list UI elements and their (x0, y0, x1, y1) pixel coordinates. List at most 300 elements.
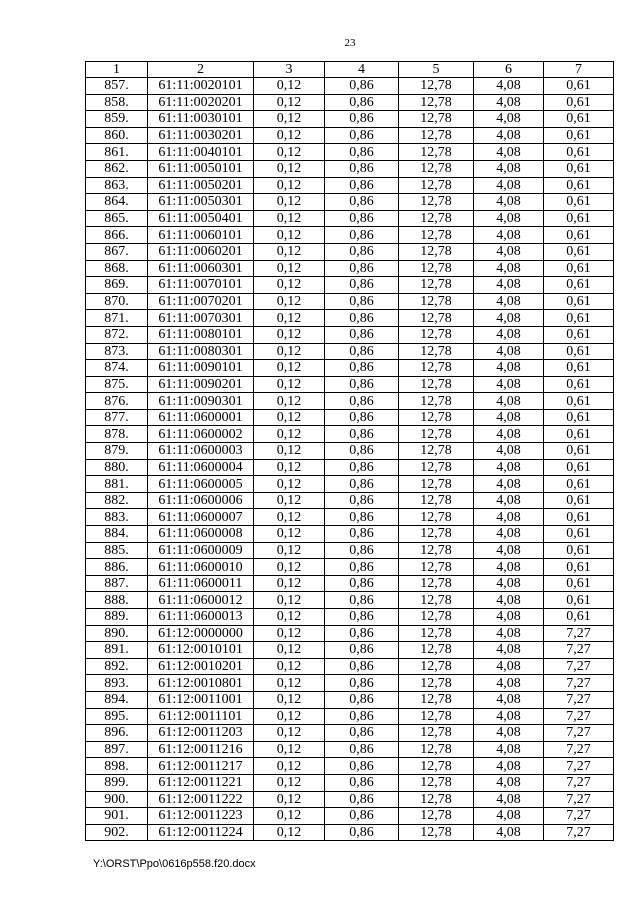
col6-cell: 4,08 (474, 376, 544, 393)
col7-cell: 0,61 (544, 343, 614, 360)
table-row (86, 243, 614, 260)
data-table (85, 61, 614, 841)
col7-cell: 0,61 (544, 526, 614, 543)
cadastral-code-cell: 61:12:0011224 (148, 824, 254, 841)
cadastral-code-cell: 61:11:0060201 (148, 243, 254, 260)
cadastral-code-cell: 61:11:0600009 (148, 542, 254, 559)
col4-cell: 0,86 (325, 343, 399, 360)
col4-cell: 0,86 (325, 808, 399, 825)
col5-cell: 12,78 (399, 592, 474, 609)
cadastral-code-cell: 61:11:0600011 (148, 575, 254, 592)
table-row (86, 409, 614, 426)
col7-cell: 0,61 (544, 111, 614, 128)
col6-cell: 4,08 (474, 94, 544, 111)
col3-cell: 0,12 (254, 127, 325, 144)
cadastral-code-cell: 61:11:0600008 (148, 526, 254, 543)
table-row (86, 111, 614, 128)
col7-cell: 0,61 (544, 194, 614, 211)
col4-cell: 0,86 (325, 625, 399, 642)
col3-cell: 0,12 (254, 575, 325, 592)
table-row (86, 526, 614, 543)
col4-cell: 0,86 (325, 111, 399, 128)
col4-cell: 0,86 (325, 509, 399, 526)
column-header: 7 (544, 62, 614, 78)
row-number-cell: 865. (86, 210, 148, 227)
col3-cell: 0,12 (254, 310, 325, 327)
cadastral-code-cell: 61:11:0050101 (148, 160, 254, 177)
col5-cell: 12,78 (399, 509, 474, 526)
col4-cell: 0,86 (325, 725, 399, 742)
row-number-cell: 866. (86, 227, 148, 244)
col4-cell: 0,86 (325, 360, 399, 377)
col3-cell: 0,12 (254, 509, 325, 526)
col5-cell: 12,78 (399, 277, 474, 294)
col3-cell: 0,12 (254, 791, 325, 808)
col6-cell: 4,08 (474, 160, 544, 177)
row-number-cell: 874. (86, 360, 148, 377)
col7-cell: 0,61 (544, 459, 614, 476)
col3-cell: 0,12 (254, 559, 325, 576)
col7-cell: 0,61 (544, 94, 614, 111)
col5-cell: 12,78 (399, 177, 474, 194)
column-header: 4 (325, 62, 399, 78)
col6-cell: 4,08 (474, 609, 544, 626)
col6-cell: 4,08 (474, 708, 544, 725)
row-number-cell: 893. (86, 675, 148, 692)
table-body (86, 78, 614, 841)
col3-cell: 0,12 (254, 227, 325, 244)
col4-cell: 0,86 (325, 492, 399, 509)
cadastral-code-cell: 61:12:0011101 (148, 708, 254, 725)
col6-cell: 4,08 (474, 725, 544, 742)
cadastral-code-cell: 61:12:0011216 (148, 741, 254, 758)
col6-cell: 4,08 (474, 691, 544, 708)
cadastral-code-cell: 61:11:0600006 (148, 492, 254, 509)
col7-cell: 7,27 (544, 691, 614, 708)
row-number-cell: 868. (86, 260, 148, 277)
col3-cell: 0,12 (254, 476, 325, 493)
col6-cell: 4,08 (474, 127, 544, 144)
col3-cell: 0,12 (254, 708, 325, 725)
cadastral-code-cell: 61:11:0600004 (148, 459, 254, 476)
col3-cell: 0,12 (254, 526, 325, 543)
col7-cell: 0,61 (544, 243, 614, 260)
cadastral-code-cell: 61:11:0090101 (148, 360, 254, 377)
col4-cell: 0,86 (325, 708, 399, 725)
col7-cell: 0,61 (544, 509, 614, 526)
row-number-cell: 857. (86, 78, 148, 95)
table-row (86, 725, 614, 742)
table-row (86, 393, 614, 410)
col3-cell: 0,12 (254, 675, 325, 692)
col3-cell: 0,12 (254, 94, 325, 111)
col3-cell: 0,12 (254, 160, 325, 177)
col4-cell: 0,86 (325, 409, 399, 426)
cadastral-code-cell: 61:11:0600013 (148, 609, 254, 626)
row-number-cell: 885. (86, 542, 148, 559)
col7-cell: 0,61 (544, 476, 614, 493)
table-row (86, 542, 614, 559)
col6-cell: 4,08 (474, 210, 544, 227)
table-row (86, 492, 614, 509)
col4-cell: 0,86 (325, 227, 399, 244)
col7-cell: 0,61 (544, 360, 614, 377)
col7-cell: 7,27 (544, 758, 614, 775)
table-row (86, 691, 614, 708)
col4-cell: 0,86 (325, 293, 399, 310)
col3-cell: 0,12 (254, 293, 325, 310)
col6-cell: 4,08 (474, 293, 544, 310)
cadastral-code-cell: 61:12:0011217 (148, 758, 254, 775)
col6-cell: 4,08 (474, 741, 544, 758)
cadastral-code-cell: 61:11:0030101 (148, 111, 254, 128)
col5-cell: 12,78 (399, 492, 474, 509)
col5-cell: 12,78 (399, 526, 474, 543)
col3-cell: 0,12 (254, 542, 325, 559)
column-header: 3 (254, 62, 325, 78)
cadastral-code-cell: 61:12:0011223 (148, 808, 254, 825)
col7-cell: 0,61 (544, 326, 614, 343)
col3-cell: 0,12 (254, 210, 325, 227)
col5-cell: 12,78 (399, 476, 474, 493)
col5-cell: 12,78 (399, 426, 474, 443)
table-header-row (86, 62, 614, 78)
col3-cell: 0,12 (254, 376, 325, 393)
col6-cell: 4,08 (474, 492, 544, 509)
col3-cell: 0,12 (254, 277, 325, 294)
col5-cell: 12,78 (399, 808, 474, 825)
row-number-cell: 901. (86, 808, 148, 825)
cadastral-code-cell: 61:11:0600001 (148, 409, 254, 426)
col6-cell: 4,08 (474, 791, 544, 808)
col7-cell: 0,61 (544, 443, 614, 460)
table-row (86, 210, 614, 227)
col6-cell: 4,08 (474, 310, 544, 327)
col5-cell: 12,78 (399, 409, 474, 426)
col5-cell: 12,78 (399, 609, 474, 626)
col6-cell: 4,08 (474, 476, 544, 493)
col4-cell: 0,86 (325, 658, 399, 675)
table-row (86, 575, 614, 592)
col5-cell: 12,78 (399, 625, 474, 642)
col4-cell: 0,86 (325, 758, 399, 775)
col5-cell: 12,78 (399, 160, 474, 177)
row-number-cell: 863. (86, 177, 148, 194)
row-number-cell: 861. (86, 144, 148, 161)
col7-cell: 7,27 (544, 774, 614, 791)
column-header: 5 (399, 62, 474, 78)
col4-cell: 0,86 (325, 824, 399, 841)
col6-cell: 4,08 (474, 592, 544, 609)
col4-cell: 0,86 (325, 393, 399, 410)
col5-cell: 12,78 (399, 94, 474, 111)
col7-cell: 0,61 (544, 609, 614, 626)
col5-cell: 12,78 (399, 725, 474, 742)
col7-cell: 0,61 (544, 409, 614, 426)
col5-cell: 12,78 (399, 741, 474, 758)
table-row (86, 293, 614, 310)
col3-cell: 0,12 (254, 360, 325, 377)
col7-cell: 0,61 (544, 393, 614, 410)
col3-cell: 0,12 (254, 78, 325, 95)
col6-cell: 4,08 (474, 277, 544, 294)
col5-cell: 12,78 (399, 774, 474, 791)
cadastral-code-cell: 61:11:0080301 (148, 343, 254, 360)
col4-cell: 0,86 (325, 542, 399, 559)
col6-cell: 4,08 (474, 509, 544, 526)
row-number-cell: 895. (86, 708, 148, 725)
col6-cell: 4,08 (474, 824, 544, 841)
row-number-cell: 859. (86, 111, 148, 128)
col3-cell: 0,12 (254, 343, 325, 360)
col4-cell: 0,86 (325, 575, 399, 592)
cadastral-code-cell: 61:11:0060301 (148, 260, 254, 277)
col7-cell: 0,61 (544, 277, 614, 294)
col3-cell: 0,12 (254, 658, 325, 675)
col7-cell: 7,27 (544, 675, 614, 692)
table-row (86, 625, 614, 642)
col5-cell: 12,78 (399, 227, 474, 244)
col4-cell: 0,86 (325, 177, 399, 194)
table-row (86, 559, 614, 576)
col4-cell: 0,86 (325, 642, 399, 659)
col5-cell: 12,78 (399, 791, 474, 808)
row-number-cell: 877. (86, 409, 148, 426)
col6-cell: 4,08 (474, 343, 544, 360)
col6-cell: 4,08 (474, 78, 544, 95)
col3-cell: 0,12 (254, 691, 325, 708)
col5-cell: 12,78 (399, 642, 474, 659)
row-number-cell: 896. (86, 725, 148, 742)
col5-cell: 12,78 (399, 559, 474, 576)
col3-cell: 0,12 (254, 426, 325, 443)
col7-cell: 0,61 (544, 210, 614, 227)
col3-cell: 0,12 (254, 260, 325, 277)
row-number-cell: 900. (86, 791, 148, 808)
table-row (86, 360, 614, 377)
row-number-cell: 873. (86, 343, 148, 360)
col7-cell: 7,27 (544, 791, 614, 808)
cadastral-code-cell: 61:12:0011221 (148, 774, 254, 791)
table-row (86, 326, 614, 343)
col5-cell: 12,78 (399, 459, 474, 476)
col5-cell: 12,78 (399, 326, 474, 343)
col4-cell: 0,86 (325, 675, 399, 692)
table-row (86, 791, 614, 808)
cadastral-code-cell: 61:11:0040101 (148, 144, 254, 161)
col4-cell: 0,86 (325, 426, 399, 443)
col5-cell: 12,78 (399, 144, 474, 161)
cadastral-code-cell: 61:11:0020201 (148, 94, 254, 111)
col5-cell: 12,78 (399, 310, 474, 327)
col3-cell: 0,12 (254, 642, 325, 659)
col5-cell: 12,78 (399, 210, 474, 227)
col7-cell: 0,61 (544, 127, 614, 144)
table-row (86, 758, 614, 775)
row-number-cell: 889. (86, 609, 148, 626)
col5-cell: 12,78 (399, 393, 474, 410)
cadastral-code-cell: 61:11:0020101 (148, 78, 254, 95)
col3-cell: 0,12 (254, 758, 325, 775)
col6-cell: 4,08 (474, 409, 544, 426)
col3-cell: 0,12 (254, 177, 325, 194)
row-number-cell: 869. (86, 277, 148, 294)
col4-cell: 0,86 (325, 260, 399, 277)
col5-cell: 12,78 (399, 824, 474, 841)
col6-cell: 4,08 (474, 260, 544, 277)
col6-cell: 4,08 (474, 758, 544, 775)
col5-cell: 12,78 (399, 675, 474, 692)
table-row (86, 78, 614, 95)
col4-cell: 0,86 (325, 741, 399, 758)
col7-cell: 0,61 (544, 160, 614, 177)
cadastral-code-cell: 61:11:0600002 (148, 426, 254, 443)
col5-cell: 12,78 (399, 575, 474, 592)
col5-cell: 12,78 (399, 293, 474, 310)
table-row (86, 476, 614, 493)
col5-cell: 12,78 (399, 376, 474, 393)
col3-cell: 0,12 (254, 393, 325, 410)
col6-cell: 4,08 (474, 774, 544, 791)
column-header: 1 (86, 62, 148, 78)
row-number-cell: 890. (86, 625, 148, 642)
cadastral-code-cell: 61:11:0600005 (148, 476, 254, 493)
col3-cell: 0,12 (254, 824, 325, 841)
table-row (86, 127, 614, 144)
col6-cell: 4,08 (474, 443, 544, 460)
col7-cell: 0,61 (544, 293, 614, 310)
cadastral-code-cell: 61:11:0600007 (148, 509, 254, 526)
col6-cell: 4,08 (474, 111, 544, 128)
col4-cell: 0,86 (325, 78, 399, 95)
col7-cell: 0,61 (544, 542, 614, 559)
row-number-cell: 880. (86, 459, 148, 476)
col5-cell: 12,78 (399, 260, 474, 277)
table-row (86, 708, 614, 725)
table-row (86, 260, 614, 277)
col4-cell: 0,86 (325, 326, 399, 343)
col4-cell: 0,86 (325, 144, 399, 161)
table-row (86, 277, 614, 294)
row-number-cell: 862. (86, 160, 148, 177)
col7-cell: 0,61 (544, 559, 614, 576)
cadastral-code-cell: 61:12:0011222 (148, 791, 254, 808)
col4-cell: 0,86 (325, 559, 399, 576)
col3-cell: 0,12 (254, 625, 325, 642)
table-row (86, 343, 614, 360)
col4-cell: 0,86 (325, 609, 399, 626)
col6-cell: 4,08 (474, 625, 544, 642)
col7-cell: 0,61 (544, 260, 614, 277)
table-row (86, 774, 614, 791)
table-row (86, 227, 614, 244)
table-row (86, 824, 614, 841)
cadastral-code-cell: 61:12:0011001 (148, 691, 254, 708)
table-row (86, 459, 614, 476)
col4-cell: 0,86 (325, 459, 399, 476)
col5-cell: 12,78 (399, 658, 474, 675)
cadastral-code-cell: 61:12:0010201 (148, 658, 254, 675)
row-number-cell: 867. (86, 243, 148, 260)
table-row (86, 609, 614, 626)
col7-cell: 0,61 (544, 426, 614, 443)
table-row (86, 675, 614, 692)
col4-cell: 0,86 (325, 160, 399, 177)
cadastral-code-cell: 61:11:0050401 (148, 210, 254, 227)
col4-cell: 0,86 (325, 443, 399, 460)
row-number-cell: 860. (86, 127, 148, 144)
col3-cell: 0,12 (254, 443, 325, 460)
cadastral-code-cell: 61:11:0070201 (148, 293, 254, 310)
col3-cell: 0,12 (254, 741, 325, 758)
col7-cell: 7,27 (544, 625, 614, 642)
col5-cell: 12,78 (399, 691, 474, 708)
col3-cell: 0,12 (254, 409, 325, 426)
col7-cell: 0,61 (544, 177, 614, 194)
row-number-cell: 878. (86, 426, 148, 443)
col3-cell: 0,12 (254, 725, 325, 742)
col7-cell: 0,61 (544, 310, 614, 327)
table-row (86, 310, 614, 327)
col7-cell: 7,27 (544, 642, 614, 659)
cadastral-code-cell: 61:12:0011203 (148, 725, 254, 742)
row-number-cell: 902. (86, 824, 148, 841)
col4-cell: 0,86 (325, 194, 399, 211)
table-row (86, 160, 614, 177)
col6-cell: 4,08 (474, 526, 544, 543)
col7-cell: 7,27 (544, 808, 614, 825)
col6-cell: 4,08 (474, 326, 544, 343)
table-row (86, 808, 614, 825)
table-row (86, 642, 614, 659)
col4-cell: 0,86 (325, 526, 399, 543)
col6-cell: 4,08 (474, 243, 544, 260)
col6-cell: 4,08 (474, 542, 544, 559)
col7-cell: 0,61 (544, 492, 614, 509)
cadastral-code-cell: 61:11:0060101 (148, 227, 254, 244)
cadastral-code-cell: 61:11:0030201 (148, 127, 254, 144)
table-row (86, 94, 614, 111)
table-row (86, 376, 614, 393)
col4-cell: 0,86 (325, 94, 399, 111)
col6-cell: 4,08 (474, 658, 544, 675)
col3-cell: 0,12 (254, 592, 325, 609)
col7-cell: 7,27 (544, 725, 614, 742)
col6-cell: 4,08 (474, 808, 544, 825)
col7-cell: 0,61 (544, 144, 614, 161)
col3-cell: 0,12 (254, 111, 325, 128)
col6-cell: 4,08 (474, 177, 544, 194)
col7-cell: 0,61 (544, 376, 614, 393)
col3-cell: 0,12 (254, 459, 325, 476)
cadastral-code-cell: 61:11:0070101 (148, 277, 254, 294)
col4-cell: 0,86 (325, 376, 399, 393)
row-number-cell: 875. (86, 376, 148, 393)
col3-cell: 0,12 (254, 243, 325, 260)
row-number-cell: 864. (86, 194, 148, 211)
row-number-cell: 883. (86, 509, 148, 526)
table-row (86, 741, 614, 758)
col5-cell: 12,78 (399, 360, 474, 377)
col3-cell: 0,12 (254, 774, 325, 791)
footer-file-path: Y:\ORST\Ppo\0616p558.f20.docx (93, 858, 256, 870)
col6-cell: 4,08 (474, 227, 544, 244)
cadastral-code-cell: 61:11:0080101 (148, 326, 254, 343)
row-number-cell: 899. (86, 774, 148, 791)
row-number-cell: 894. (86, 691, 148, 708)
col5-cell: 12,78 (399, 127, 474, 144)
row-number-cell: 872. (86, 326, 148, 343)
